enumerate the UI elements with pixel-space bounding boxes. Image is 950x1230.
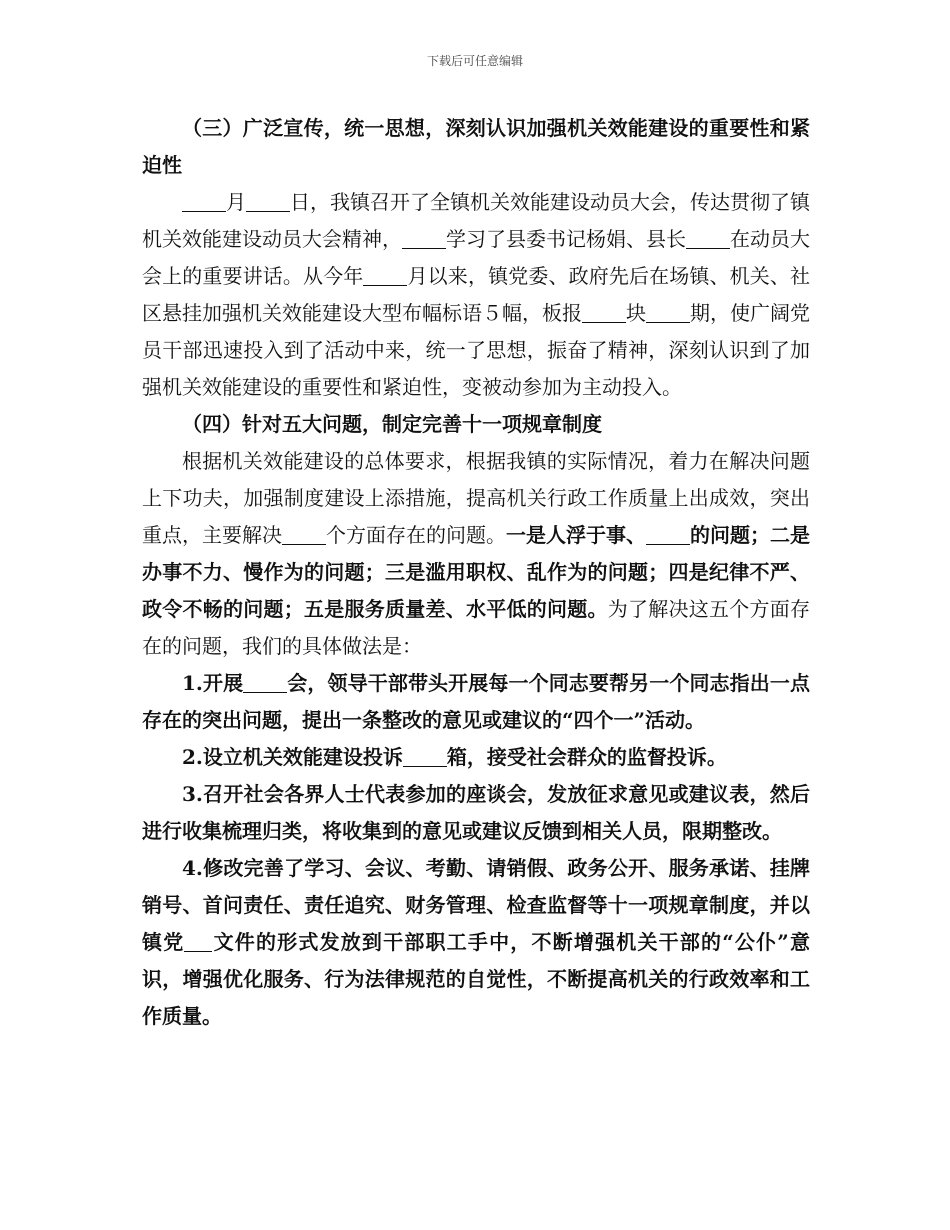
- fill-blank: [282, 522, 326, 545]
- text-span: 月以来，镇党委、政府先后在场镇、机关、社区悬挂加强机关效能建设大型布幅标语５幅，板报: [142, 264, 811, 325]
- list-item-1: [142, 665, 810, 739]
- list-item-3: 3.召开社会各界人士代表参加的座谈会，发放征求意见或建议表，然后进行收集梳理归类，将收集到的意见或建议反馈到相关人员，限期整改。: [142, 782, 810, 843]
- text-span: 2.设立机关效能建设投诉: [182, 745, 403, 769]
- fill-blank: [182, 189, 226, 212]
- text-span: 在动员大会上的重要讲话。从今年: [142, 227, 810, 288]
- document-body: [142, 110, 810, 1035]
- fill-blank: [403, 744, 447, 767]
- text-span: 学习了县委书记杨娟、县长: [446, 227, 686, 251]
- fill-blank: [246, 189, 290, 212]
- text-span: 月: [226, 190, 246, 214]
- bold-text-span: 一是人浮于事、: [506, 523, 646, 547]
- fill-blank: [686, 226, 730, 249]
- text-span: 块: [626, 301, 646, 325]
- section-3-paragraph: [142, 184, 810, 406]
- text-span: 根据机关效能建设的总体要求，根据我镇的实际情况，着力在解决问题上下功夫，加强制度建设上添措施，提高机关行政工作质量上出成效，突出重点，主要解决: [142, 449, 810, 547]
- section-4-heading: （四）针对五大问题，制定完善十一项规章制度: [182, 412, 602, 436]
- text-span: 4.修改完善了学习、会议、考勤、请销假、政务公开、服务承诺、挂牌销号、首问责任、责任追究、财务管理、检查监督等十一项规章制度，并以镇党: [142, 856, 810, 954]
- list-item-4: [142, 850, 810, 1035]
- text-span: 个方面存在的问题。: [326, 523, 506, 547]
- fill-blank: [184, 929, 212, 952]
- fill-blank: [402, 226, 446, 249]
- text-span: 日，我镇召开了全镇机关效能建设动员大会，传达贯彻了镇机关效能建设动员大会精神，: [142, 190, 810, 251]
- fill-blank: [646, 300, 690, 323]
- list-item-2: [142, 739, 810, 776]
- fill-blank: [582, 300, 626, 323]
- fill-blank: [646, 522, 690, 545]
- text-span: 期，使广阔党员干部迅速投入到了活动中来，统一了思想，振奋了精神，深刻认识到了加强机关效能建设的重要性和紧迫性，变被动参加为主动投入。: [142, 301, 810, 399]
- fill-blank: [363, 263, 407, 286]
- text-span: 文件的形式发放到干部职工手中，不断增强机关干部的“公仆”意识，增强优化服务、行为法律规范的自觉性，不断提高机关的行政效率和工作质量。: [142, 930, 810, 1028]
- fill-blank: [243, 670, 287, 693]
- text-span: 为了解决这五个方面存在的问题，我们的具体做法是：: [142, 597, 810, 658]
- page-header: 下载后可任意编辑: [426, 54, 523, 68]
- section-4-paragraph: [142, 443, 810, 665]
- text-span: 1.开展: [182, 671, 244, 695]
- section-3-heading: （三）广泛宣传，统一思想，深刻认识加强机关效能建设的重要性和紧迫性: [142, 116, 810, 177]
- text-span: 会，领导干部带头开展每一个同志要帮另一个同志指出一点存在的突出问题，提出一条整改的意见或建议的“四个一”活动。: [142, 671, 810, 732]
- text-span: 箱，接受社会群众的监督投诉。: [446, 745, 727, 769]
- bold-text-span: 的问题；二是办事不力、慢作为的问题；三是滥用职权、乱作为的问题；四是纪律不严、政令不畅的问题；五是服务质量差、水平低的问题。: [142, 523, 810, 621]
